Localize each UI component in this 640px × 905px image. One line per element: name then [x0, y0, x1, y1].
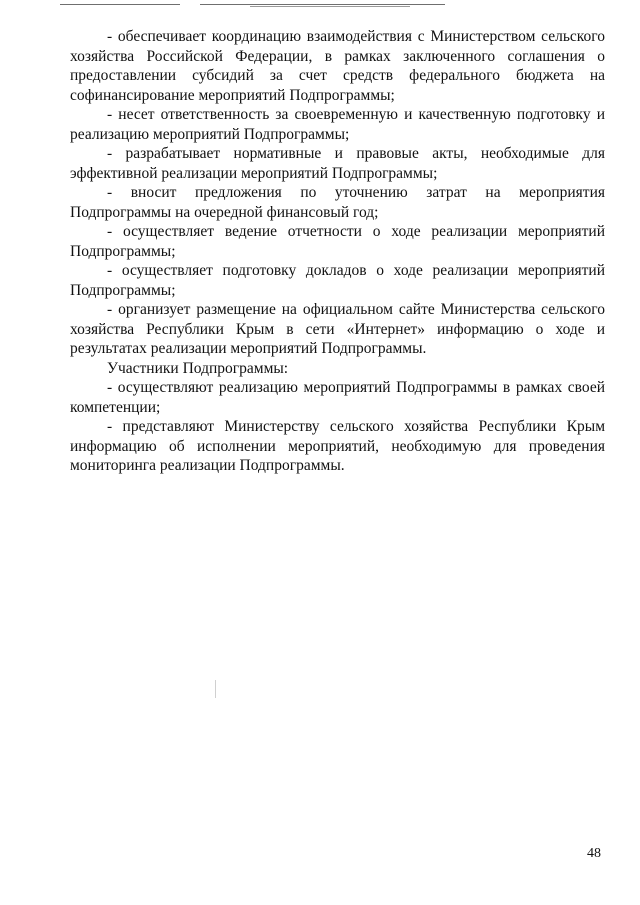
top-rule-line — [60, 4, 180, 5]
paragraph-coordination: - обеспечивает координацию взаимодействия с Министерством сельского хозяйства Российской Федерации, в рамках заключенного соглашения о предоставлении субсидий за счет средств федерального бюджета на софинансирование мероприятий Подпрограммы; — [70, 28, 605, 104]
scan-artifact — [215, 680, 216, 698]
paragraph-reports-preparation: - осуществляет подготовку докладов о ходе реализации мероприятий Подпрограммы; — [70, 262, 605, 299]
top-rule-line — [200, 4, 445, 5]
paragraph-participants-implement: - осуществляют реализацию мероприятий Подпрограммы в рамках своей компетенции; — [70, 379, 605, 416]
paragraph-website-publication: - организует размещение на официальном сайте Министерства сельского хозяйства Республики Крым в сети «Интернет» информацию о ходе и результатах реализации мероприятий Подпрограммы. — [70, 301, 605, 357]
paragraph-cost-proposals: - вносит предложения по уточнению затрат на мероприятия Подпрограммы на очередной финансовый год; — [70, 184, 605, 221]
paragraph-reporting: - осуществляет ведение отчетности о ходе реализации мероприятий Подпрограммы; — [70, 223, 605, 260]
document-body — [70, 27, 605, 476]
paragraph-legal-acts: - разрабатывает нормативные и правовые акты, необходимые для эффективной реализации мероприятий Подпрограммы; — [70, 145, 605, 182]
participants-heading: Участники Подпрограммы: — [107, 359, 289, 377]
paragraph-responsibility: - несет ответственность за своевременную и качественную подготовку и реализацию мероприятий Подпрограммы; — [70, 106, 605, 143]
paragraph-participants-report: - представляют Министерству сельского хозяйства Республики Крым информацию об исполнении мероприятий, необходимую для проведения мониторинга реализации Подпрограммы. — [70, 418, 605, 474]
top-rule-line — [250, 6, 410, 7]
page-number: 48 — [587, 846, 601, 861]
